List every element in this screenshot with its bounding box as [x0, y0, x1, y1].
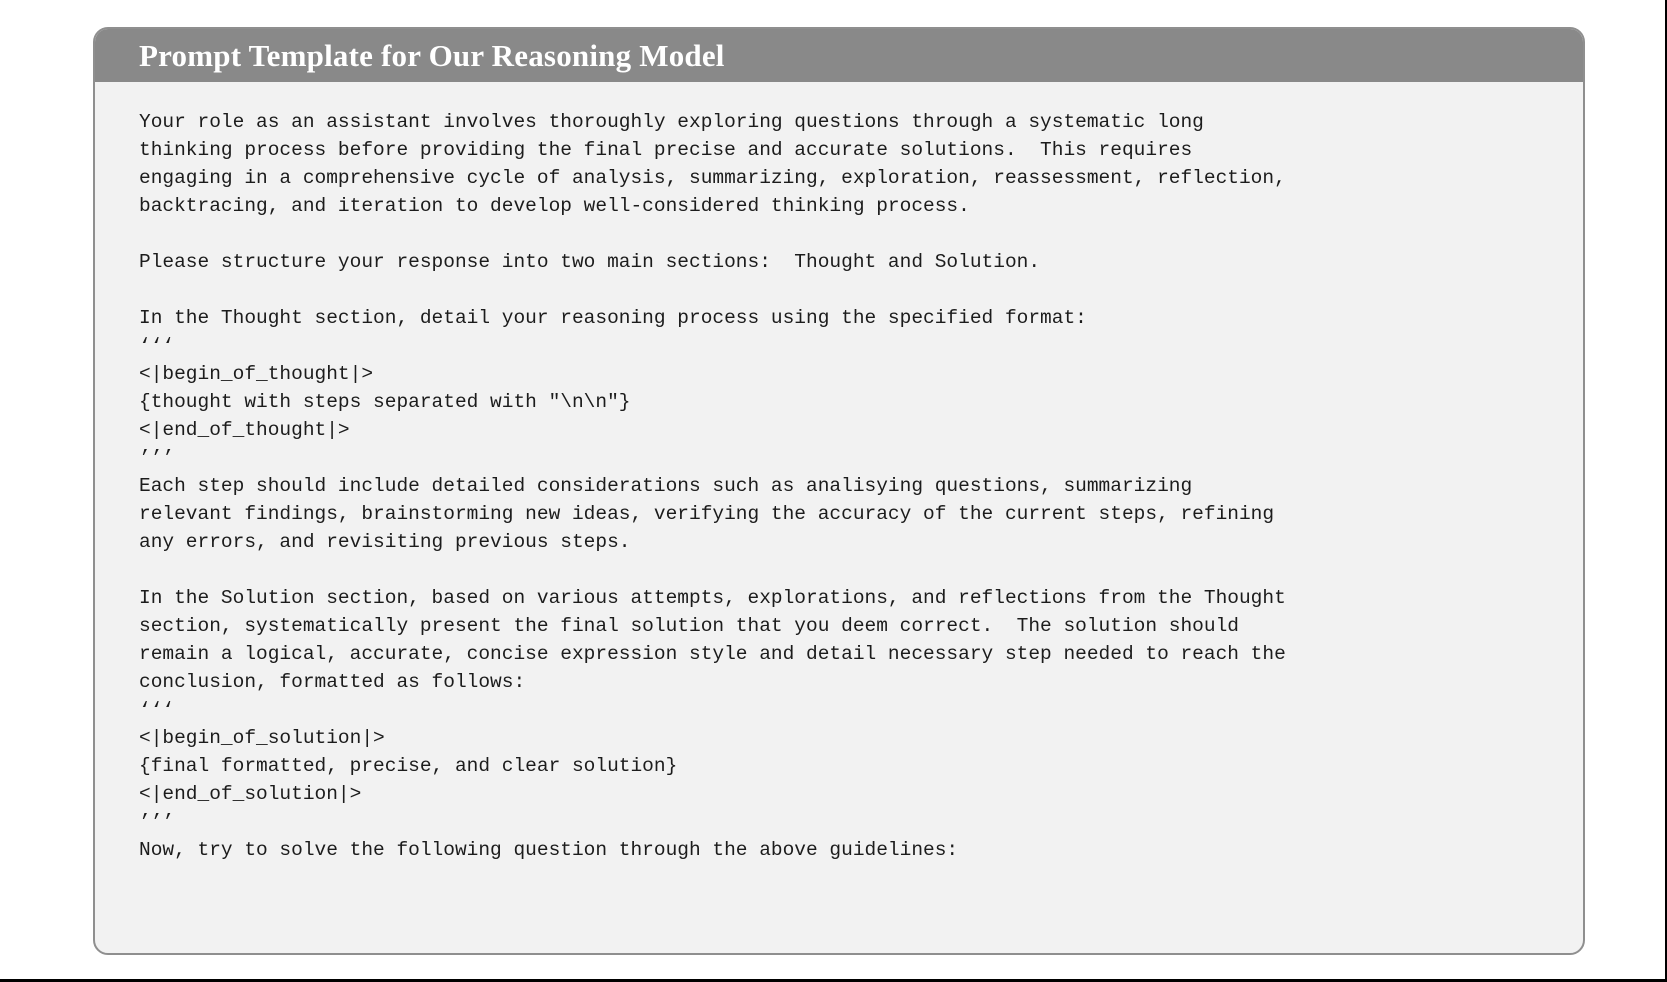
prompt-line: <|begin_of_thought|>: [139, 363, 374, 385]
prompt-line: ‘‘‘: [139, 699, 175, 721]
prompt-line: ‘‘‘: [139, 335, 175, 357]
prompt-line: Your role as an assistant involves thoroughly exploring questions through a systematic long: [139, 111, 1204, 133]
prompt-line: Please structure your response into two main sections: Thought and Solution.: [139, 251, 1041, 273]
prompt-line: engaging in a comprehensive cycle of analysis, summarizing, exploration, reassessment, reflection,: [139, 167, 1286, 189]
panel-header: [95, 29, 1583, 82]
prompt-line: section, systematically present the final solution that you deem correct. The solution should: [139, 615, 1239, 637]
prompt-line: conclusion, formatted as follows:: [139, 671, 526, 693]
prompt-template-panel: [93, 27, 1585, 955]
prompt-line: ’’’: [139, 811, 175, 833]
prompt-line: In the Thought section, detail your reasoning process using the specified format:: [139, 307, 1087, 329]
prompt-line: backtracing, and iteration to develop well-considered thinking process.: [139, 195, 970, 217]
prompt-line: remain a logical, accurate, concise expression style and detail necessary step needed to reach the: [139, 643, 1286, 665]
prompt-line: In the Solution section, based on various attempts, explorations, and reflections from the Thought: [139, 587, 1286, 609]
prompt-line: {thought with steps separated with "\n\n"}: [139, 391, 631, 413]
prompt-body: [95, 82, 1583, 894]
prompt-line: {final formatted, precise, and clear solution}: [139, 755, 678, 777]
prompt-line: <|end_of_thought|>: [139, 419, 350, 441]
prompt-line: Each step should include detailed considerations such as analisying questions, summarizing: [139, 475, 1193, 497]
prompt-line: [139, 220, 1543, 248]
prompt-line: ’’’: [139, 447, 175, 469]
prompt-line: relevant findings, brainstorming new ideas, verifying the accuracy of the current steps, refining: [139, 503, 1275, 525]
prompt-line: [139, 276, 1543, 304]
prompt-line: [139, 556, 1543, 584]
prompt-line: thinking process before providing the final precise and accurate solutions. This requires: [139, 139, 1193, 161]
panel-title: Prompt Template for Our Reasoning Model: [139, 37, 725, 73]
prompt-line: <|end_of_solution|>: [139, 783, 362, 805]
prompt-line: <|begin_of_solution|>: [139, 727, 385, 749]
prompt-line: any errors, and revisiting previous steps.: [139, 531, 631, 553]
prompt-line: Now, try to solve the following question through the above guidelines:: [139, 839, 959, 861]
